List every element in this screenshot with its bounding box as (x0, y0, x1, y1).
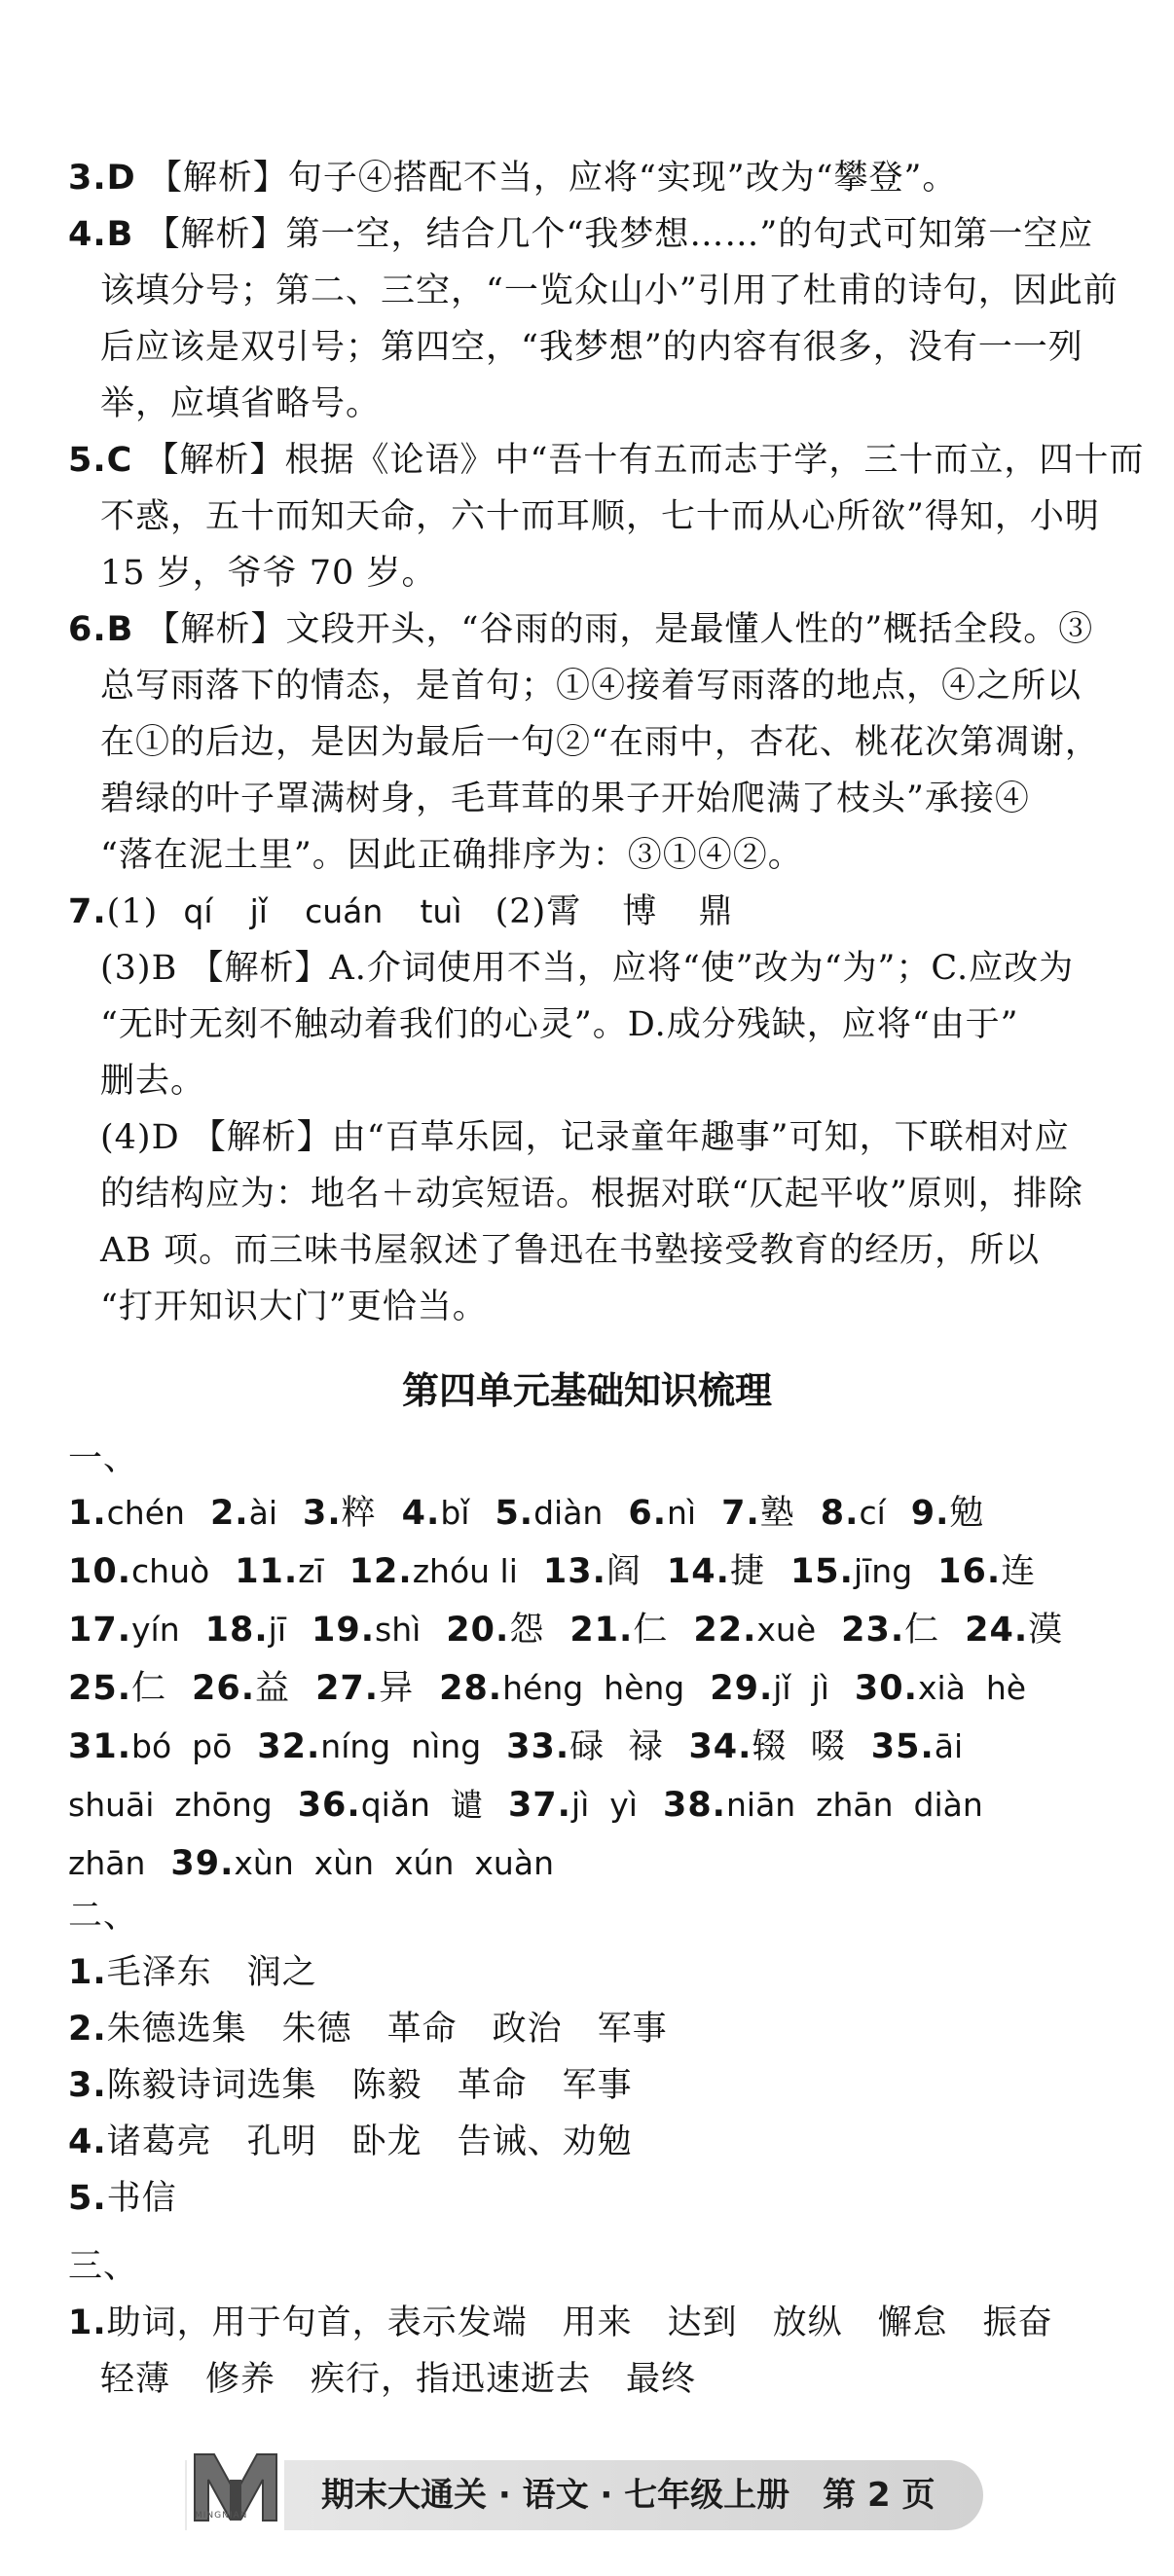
item-number: 24. (965, 1611, 1029, 1650)
item-number: 31. (68, 1727, 132, 1766)
item-answer: 怨 (509, 1611, 545, 1650)
item-number: 11. (235, 1552, 299, 1591)
item-number: 1. (68, 2304, 107, 2342)
part2-row (68, 2057, 1174, 2114)
part1-item (446, 1611, 544, 1650)
item-number: 36. (297, 1786, 361, 1825)
item-answer: 漠 (1028, 1611, 1064, 1650)
answer-5-line-2: 不惑，五十而知天命，六十而耳顺，七十而从心所欲”得知，小明 (100, 497, 1100, 536)
item-answer: xià hè (917, 1669, 1027, 1707)
answer-4-line-2: 该填分号；第二、三空，“一览众山小”引用了杜甫的诗句，因此前 (100, 272, 1119, 310)
part1-item (663, 1786, 983, 1825)
part2-heading: 二、 (68, 1897, 139, 1936)
answer-7-4-line-2: 的结构应为：地名＋动宾短语。根据对联“仄起平收”原则，排除 (100, 1175, 1083, 1214)
part1-row (68, 1602, 1174, 1658)
item-answer: bó pō (131, 1727, 233, 1765)
part2-row (68, 2114, 1174, 2170)
part1-item (298, 1786, 483, 1825)
item-answer: 碌 禄 (569, 1727, 664, 1766)
answer-7-3-line-3: 删去。 (100, 1062, 206, 1101)
item-number: 28. (439, 1669, 503, 1708)
item-number: 22. (693, 1611, 757, 1650)
part1-item (192, 1669, 290, 1708)
part2-row (68, 1944, 1174, 2001)
item-number: 29. (710, 1669, 774, 1708)
part3-row (68, 2295, 1174, 2351)
answer-7-4-line-4: “打开知识大门”更恰当。 (100, 1288, 488, 1326)
item-answer: 仁 (131, 1669, 167, 1708)
item-answer: 书信 (106, 2179, 177, 2218)
part1-item (235, 1552, 324, 1591)
item-answer: 轻薄 修养 疾行，指迅速逝去 最终 (100, 2360, 697, 2399)
item-number: 20. (446, 1611, 510, 1650)
part1-row (68, 1835, 1174, 1892)
item-answer: yín (131, 1611, 180, 1649)
answer-7-4-line-3: AB 项。而三味书屋叙述了鲁迅在书塾接受教育的经历，所以 (100, 1231, 1041, 1270)
part1-item (710, 1669, 829, 1708)
item-answer: 异 (379, 1669, 415, 1708)
answer-3: 3.D 【解析】句子④搭配不当，应将“实现”改为“攀登”。 (68, 159, 958, 198)
item-answer: xuè (756, 1611, 817, 1649)
item-number: 33. (506, 1727, 570, 1766)
part1-item (68, 1669, 166, 1708)
part1-row (68, 1543, 1174, 1600)
part1-item (667, 1552, 765, 1591)
item-number: 26. (192, 1669, 256, 1708)
item-answer: 诸葛亮 孔明 卧龙 告诫、劝勉 (106, 2122, 633, 2161)
answer-6-line-5: “落在泥土里”。因此正确排序为：③①④②。 (100, 836, 803, 875)
part1-item (257, 1727, 481, 1766)
item-answer: nì (667, 1494, 697, 1532)
item-number: 4. (401, 1494, 441, 1533)
item-answer: āi (934, 1727, 964, 1765)
item-answer: 阎 (605, 1552, 642, 1591)
part1-item (68, 1611, 180, 1650)
answer-6-line-2: 总写雨落下的情态，是首句；①④接着写雨落的地点，④之所以 (100, 667, 1082, 706)
part1-item (688, 1727, 845, 1766)
item-number: 16. (937, 1552, 1002, 1591)
item-answer: xùn xùn xún xuàn (234, 1844, 554, 1882)
item-number: 14. (666, 1552, 730, 1591)
item-answer: jī (268, 1611, 286, 1649)
item-answer: 毛泽东 润之 (106, 1953, 317, 1992)
part3-row (100, 2351, 1174, 2408)
item-answer: jīng (853, 1552, 913, 1590)
part1-row (68, 1485, 1174, 1542)
item-number: 5. (68, 2179, 107, 2218)
answer-4-line-4: 举，应填省略号。 (100, 384, 382, 423)
item-number: 8. (820, 1494, 860, 1533)
item-answer: niān zhān diàn (725, 1786, 983, 1824)
item-number: 4. (68, 2122, 107, 2161)
item-answer: 仁 (633, 1611, 669, 1650)
item-number: 15. (789, 1552, 854, 1591)
item-answer: 助词，用于句首，表示发端 用来 达到 放纵 懈怠 振奋 (106, 2304, 1053, 2342)
part1-item (543, 1552, 642, 1591)
part1-item (821, 1494, 886, 1533)
part1-item (871, 1727, 963, 1766)
part3-heading: 三、 (68, 2247, 139, 2286)
part1-item (68, 1552, 209, 1591)
answer-7-line-1: 7.(1) qí jǐ cuán tuì (2)霄 博 鼎 (68, 892, 734, 931)
part1-item (855, 1669, 1026, 1708)
part1-item (721, 1494, 795, 1533)
part1-item (790, 1552, 912, 1591)
item-answer: níng nìng (320, 1727, 482, 1765)
item-number: 35. (870, 1727, 935, 1766)
part1-item (402, 1494, 470, 1533)
item-answer: jì yì (570, 1786, 638, 1824)
item-number: 30. (854, 1669, 918, 1708)
part1-item (68, 1844, 145, 1883)
part1-item (68, 1494, 185, 1533)
item-answer: 粹 (341, 1494, 377, 1533)
item-answer: 陈毅诗词选集 陈毅 革命 军事 (106, 2066, 633, 2105)
part1-row (68, 1719, 1174, 1775)
part1-row (68, 1777, 1174, 1833)
item-answer: héng hèng (502, 1669, 685, 1707)
item-number: 38. (662, 1786, 726, 1825)
item-number: 34. (688, 1727, 752, 1766)
item-number: 39. (170, 1844, 235, 1883)
part2-row (68, 2001, 1174, 2057)
part1-heading: 一、 (68, 1439, 139, 1478)
item-answer: zhóu li (412, 1552, 518, 1590)
answer-4-line-1: 4.B 【解析】第一空，结合几个“我梦想……”的句式可知第一空应 (68, 215, 1094, 254)
item-answer: zī (298, 1552, 324, 1590)
part1-item (170, 1844, 554, 1883)
answer-4-line-3: 后应该是双引号；第四空，“我梦想”的内容有很多，没有一一列 (100, 328, 1083, 367)
answer-6-line-4: 碧绿的叶子罩满树身，毛茸茸的果子开始爬满了枝头”承接④ (100, 780, 1030, 818)
answer-7-3-line-2: “无时无刻不触动着我们的心灵”。D.成分残缺，应将“由于” (100, 1005, 1019, 1044)
item-answer: 仁 (904, 1611, 940, 1650)
part1-item (495, 1494, 603, 1533)
item-answer: 辍 啜 (752, 1727, 846, 1766)
part1-item (315, 1669, 414, 1708)
item-answer: zhān (68, 1844, 146, 1882)
part1-item (439, 1669, 684, 1708)
item-number: 23. (841, 1611, 905, 1650)
item-answer: qiǎn 谴 (360, 1786, 483, 1824)
item-number: 25. (68, 1669, 132, 1708)
item-answer: diàn (533, 1494, 604, 1532)
part1-item (508, 1786, 638, 1825)
item-number: 19. (312, 1611, 376, 1650)
item-answer: cí (859, 1494, 886, 1532)
part1-item (303, 1494, 377, 1533)
item-answer: shì (375, 1611, 422, 1649)
logo-caption: MINGNIAN (195, 2511, 248, 2521)
answer-5-line-1: 5.C 【解析】根据《论语》中“吾十有五而志于学，三十而立，四十而 (68, 441, 1145, 480)
answer-7-3-line-1: (3)B 【解析】A.介词使用不当，应将“使”改为“为”；C.应改为 (100, 949, 1075, 988)
item-number: 9. (910, 1494, 950, 1533)
item-number: 1. (68, 1494, 107, 1533)
item-number: 3. (302, 1494, 342, 1533)
item-number: 18. (204, 1611, 269, 1650)
answer-5-line-3: 15 岁，爷爷 70 岁。 (100, 554, 437, 593)
item-answer: bǐ (440, 1494, 470, 1532)
part1-item (205, 1611, 286, 1650)
item-answer: 益 (255, 1669, 291, 1708)
item-number: 21. (569, 1611, 634, 1650)
item-answer: jǐ jì (773, 1669, 829, 1707)
item-number: 3. (68, 2066, 107, 2105)
part1-item (506, 1727, 663, 1766)
item-answer: chén (106, 1494, 185, 1532)
item-answer: 捷 (729, 1552, 765, 1591)
answer-6-line-1: 6.B 【解析】文段开头，“谷雨的雨，是最懂人性的”概括全段。③ (68, 610, 1094, 649)
part1-item (628, 1494, 696, 1533)
part1-item (210, 1494, 277, 1533)
part1-item (68, 1727, 232, 1766)
item-number: 7. (721, 1494, 760, 1533)
part1-item (349, 1552, 518, 1591)
item-number: 13. (542, 1552, 606, 1591)
item-number: 17. (68, 1611, 132, 1650)
section-title: 第四单元基础知识梳理 (401, 1369, 772, 1412)
item-number: 2. (209, 1494, 249, 1533)
item-answer: ài (248, 1494, 277, 1532)
part1-row (68, 1660, 1174, 1717)
item-answer: shuāi zhōng (68, 1786, 273, 1824)
item-number: 37. (507, 1786, 571, 1825)
part2-row (68, 2170, 1174, 2227)
item-number: 12. (349, 1552, 413, 1591)
part1-item (312, 1611, 421, 1650)
answer-6-line-3: 在①的后边，是因为最后一句②“在雨中，杏花、桃花次第凋谢， (100, 723, 1100, 762)
item-number: 10. (68, 1552, 132, 1591)
item-number: 2. (68, 2010, 107, 2049)
part1-item (965, 1611, 1063, 1650)
item-answer: 勉 (949, 1494, 985, 1533)
item-number: 1. (68, 1953, 107, 1992)
item-answer: 朱德选集 朱德 革命 政治 军事 (106, 2010, 668, 2049)
footer-text: 期末大通关 · 语文 · 七年级上册 第 2 页 (321, 2476, 936, 2515)
item-number: 5. (495, 1494, 534, 1533)
part1-item (68, 1786, 273, 1825)
item-number: 32. (257, 1727, 321, 1766)
part1-item (911, 1494, 985, 1533)
item-answer: 连 (1001, 1552, 1037, 1591)
item-answer: chuò (131, 1552, 210, 1590)
item-number: 6. (628, 1494, 668, 1533)
item-number: 27. (315, 1669, 380, 1708)
part1-item (569, 1611, 668, 1650)
part1-item (693, 1611, 816, 1650)
part1-item (937, 1552, 1036, 1591)
answer-7-4-line-1: (4)D 【解析】由“百草乐园，记录童年趣事”可知，下联相对应 (100, 1118, 1070, 1157)
part1-item (841, 1611, 939, 1650)
item-answer: 塾 (759, 1494, 795, 1533)
